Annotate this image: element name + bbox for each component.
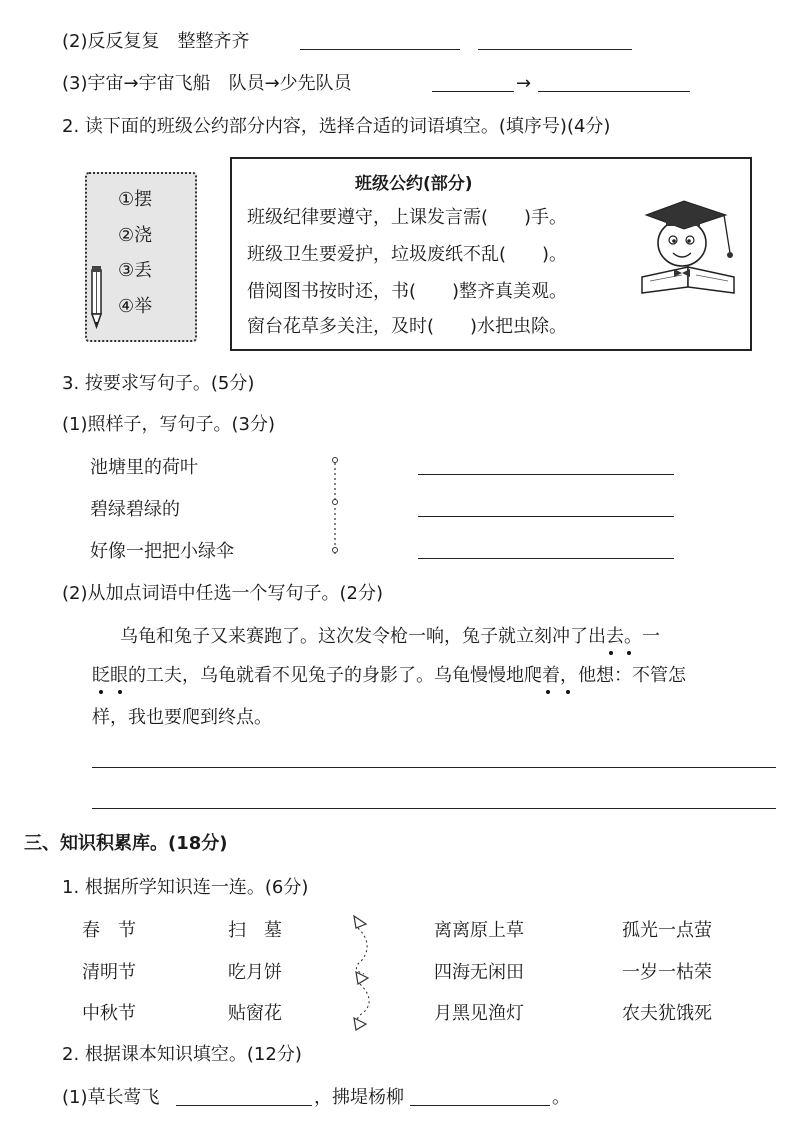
s3-q2-title: 2. 根据课本知识填空。(12分) (62, 1044, 302, 1065)
writing-line[interactable] (92, 767, 776, 768)
festival-3: 中秋节 (82, 1003, 136, 1024)
q1-item2 (62, 30, 250, 54)
paper-plane-trail-icon (344, 912, 380, 1034)
q1-item3-text: 宇宙→宇宙飞船 队员→少先队员 (87, 73, 352, 94)
passage-line-3: 样，我也要爬到终点。 (92, 707, 272, 728)
q1-item2-num: (2) (62, 31, 88, 52)
q2-title: 2. 读下面的班级公约部分内容，选择合适的词语填空。(填序号)(4分) (62, 116, 611, 137)
poem-a-2: 四海无闲田 (434, 962, 524, 983)
poem-b-3: 农夫犹饿死 (622, 1003, 712, 1024)
emphasis-dot (546, 690, 550, 694)
dotted-separator (328, 454, 342, 558)
poem-a-3: 月黑见渔灯 (434, 1003, 524, 1024)
phrase-2: 碧绿碧绿的 (90, 499, 180, 520)
custom-2: 吃月饼 (228, 962, 282, 983)
rule-line-3: 借阅图书按时还，书( )整齐真美观。 (247, 281, 568, 302)
writing-line[interactable] (92, 808, 776, 809)
emphasis-dot (609, 651, 613, 655)
s3-q2-item1-a: (1)草长莺飞 (62, 1087, 160, 1108)
answer-line[interactable] (432, 91, 514, 92)
rule-line-2: 班级卫生要爱护，垃圾废纸不乱( )。 (247, 244, 568, 265)
option-1: ①摆 (118, 189, 153, 210)
phrase-1: 池塘里的荷叶 (90, 457, 198, 478)
q3-sub1: (1)照样子，写句子。(3分) (62, 414, 275, 435)
q1-item3 (62, 72, 352, 96)
custom-1: 扫 墓 (228, 920, 282, 941)
answer-line[interactable] (418, 474, 674, 475)
q1-item3-num: (3) (62, 73, 88, 94)
emphasis-dot (566, 690, 570, 694)
option-2: ②浇 (118, 225, 153, 246)
festival-1: 春 节 (82, 920, 136, 941)
emphasis-dot (627, 651, 631, 655)
section3-title: 三、知识积累库。(18分) (24, 833, 228, 854)
s3-q2-item1-end: 。 (552, 1087, 570, 1108)
rule-line-4: 窗台花草多关注，及时( )水把虫除。 (247, 316, 568, 337)
festival-2: 清明节 (82, 962, 136, 983)
answer-line[interactable] (418, 558, 674, 559)
passage-line-2: 眨眼的工夫，乌龟就看不见兔子的身影了。乌龟慢慢地爬着，他想：不管怎 (92, 665, 686, 686)
q1-item3-arrow: → (516, 73, 532, 94)
pencil-icon (88, 264, 106, 330)
answer-line[interactable] (410, 1105, 550, 1106)
answer-line[interactable] (538, 91, 690, 92)
passage-line-1: 乌龟和兔子又来赛跑了。这次发令枪一响，兔子就立刻冲了出去。一 (120, 626, 660, 647)
poem-b-2: 一岁一枯荣 (622, 962, 712, 983)
q1-item2-text: 反反复复 整整齐齐 (87, 31, 250, 52)
option-4: ④举 (118, 296, 153, 317)
q3-title: 3. 按要求写句子。(5分) (62, 373, 255, 394)
answer-line[interactable] (418, 516, 674, 517)
s3-q2-item1-b: ，拂堤杨柳 (314, 1087, 404, 1108)
emphasis-dot (118, 690, 122, 694)
graduate-boy-icon (640, 185, 740, 295)
option-3: ③丢 (118, 260, 153, 281)
poem-a-1: 离离原上草 (434, 920, 524, 941)
poem-b-1: 孤光一点萤 (622, 920, 712, 941)
answer-line[interactable] (478, 49, 632, 50)
custom-3: 贴窗花 (228, 1003, 282, 1024)
phrase-3: 好像一把把小绿伞 (90, 541, 234, 562)
answer-line[interactable] (176, 1105, 312, 1106)
q3-sub2: (2)从加点词语中任选一个写句子。(2分) (62, 583, 383, 604)
emphasis-dot (99, 690, 103, 694)
answer-line[interactable] (300, 49, 460, 50)
rule-line-1: 班级纪律要遵守，上课发言需( )手。 (247, 207, 568, 228)
box-title: 班级公约(部分) (355, 174, 473, 194)
s3-q1-title: 1. 根据所学知识连一连。(6分) (62, 877, 309, 898)
